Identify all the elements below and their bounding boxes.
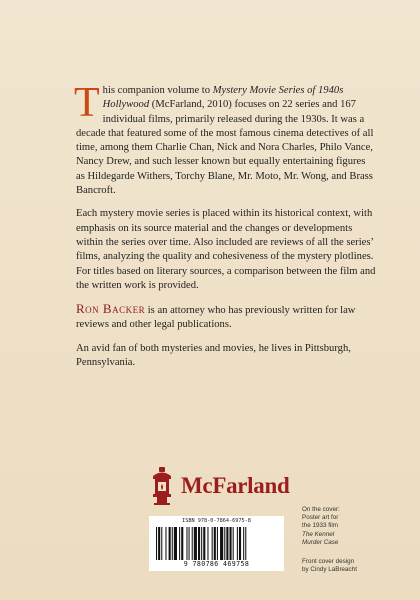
barcode-bar	[217, 527, 218, 560]
barcode-bar	[237, 527, 238, 560]
cover-label: On the cover:	[302, 506, 340, 513]
design-line-1: Front cover design	[302, 558, 355, 566]
blurb-paragraph-1	[74, 80, 376, 198]
barcode-bar	[179, 527, 180, 560]
barcode-bar	[201, 527, 202, 560]
description-blurb	[74, 80, 376, 379]
barcode-bar	[203, 527, 205, 560]
book-title-reference: Mystery Movie Series of 1940s Hollywood	[102, 85, 344, 111]
barcode-bar	[233, 527, 234, 560]
lamp-icon	[147, 466, 177, 506]
barcode-bars	[156, 527, 277, 560]
publisher-logo	[147, 466, 297, 506]
barcode-bar	[189, 527, 190, 560]
barcode-bar	[158, 527, 160, 560]
author-bio	[76, 302, 376, 333]
credits-gap	[302, 547, 412, 558]
author-bio-2: An avid fan of both mysteries and movies, he lives in Pittsburgh, Pennsylvania.	[76, 342, 351, 369]
drop-cap: T	[74, 80, 100, 126]
barcode-bar	[156, 527, 157, 560]
barcode-bar	[192, 527, 193, 560]
design-line-2: by Cindy LaBreacht	[302, 566, 357, 574]
barcode-bar	[226, 527, 228, 560]
cover-line-3: the 1933 film	[302, 522, 339, 530]
barcode	[149, 516, 284, 571]
film-title-2: Murder Case	[302, 538, 339, 546]
barcode-bar	[224, 527, 225, 560]
barcode-number: 9 780786 469758	[183, 560, 250, 568]
blurb-p1-start: his companion volume to	[102, 85, 213, 96]
barcode-bar	[198, 527, 200, 560]
barcode-bar	[194, 527, 197, 560]
blurb-paragraph-2: Each mystery movie series is placed within its historical context, with emphasis on its source material and the changes or developments within the series over time. Also included are reviews of all the series’ films, analyzing the quality and cohesiveness of the mystery plotlines. For titles based on literary sources, a comparison between the film and the written work is provided.	[76, 208, 376, 291]
barcode-bar	[220, 527, 223, 560]
barcode-bar	[181, 527, 183, 560]
barcode-bar	[172, 527, 173, 560]
barcode-bar	[230, 527, 232, 560]
film-title-1: The Kennel	[302, 530, 335, 538]
barcode-bar	[207, 527, 208, 560]
cover-film-2	[302, 539, 412, 547]
cover-line-2: Poster art for	[302, 514, 339, 522]
publisher-name: McFarland	[181, 473, 290, 498]
barcode-bar	[169, 527, 171, 560]
isbn-text: ISBN 978-0-7864-6975-8	[182, 518, 251, 524]
barcode-bar	[165, 527, 166, 560]
barcode-bar	[186, 527, 187, 560]
author-name: Ron Backer	[76, 301, 146, 317]
cover-film-1	[302, 531, 412, 539]
blurb-p1-rest: (McFarland, 2010) focuses on 22 series and 167 individual films, primarily released during the 1930s. It was a decade that featured some of the most famous cinema detectives of all time, among them Charlie Chan, Nick and Nora Charles, Philo Vance, Nancy Drew, and such lesser known but equally entertaining figures as Hildegarde Withers, Torchy Blane, Mr. Moto, Mr. Wong, and Brass Bancroft.	[76, 99, 374, 197]
author-bio-text: is an attorney who has previously written for law reviews and other legal publications.	[76, 305, 356, 331]
barcode-bar	[239, 527, 241, 560]
barcode-bar	[174, 527, 177, 560]
barcode-bar	[245, 527, 246, 560]
barcode-bar	[212, 527, 213, 560]
barcode-bar	[214, 527, 216, 560]
cover-credits	[302, 506, 412, 574]
barcode-bar	[243, 527, 244, 560]
barcode-bar	[161, 527, 162, 560]
